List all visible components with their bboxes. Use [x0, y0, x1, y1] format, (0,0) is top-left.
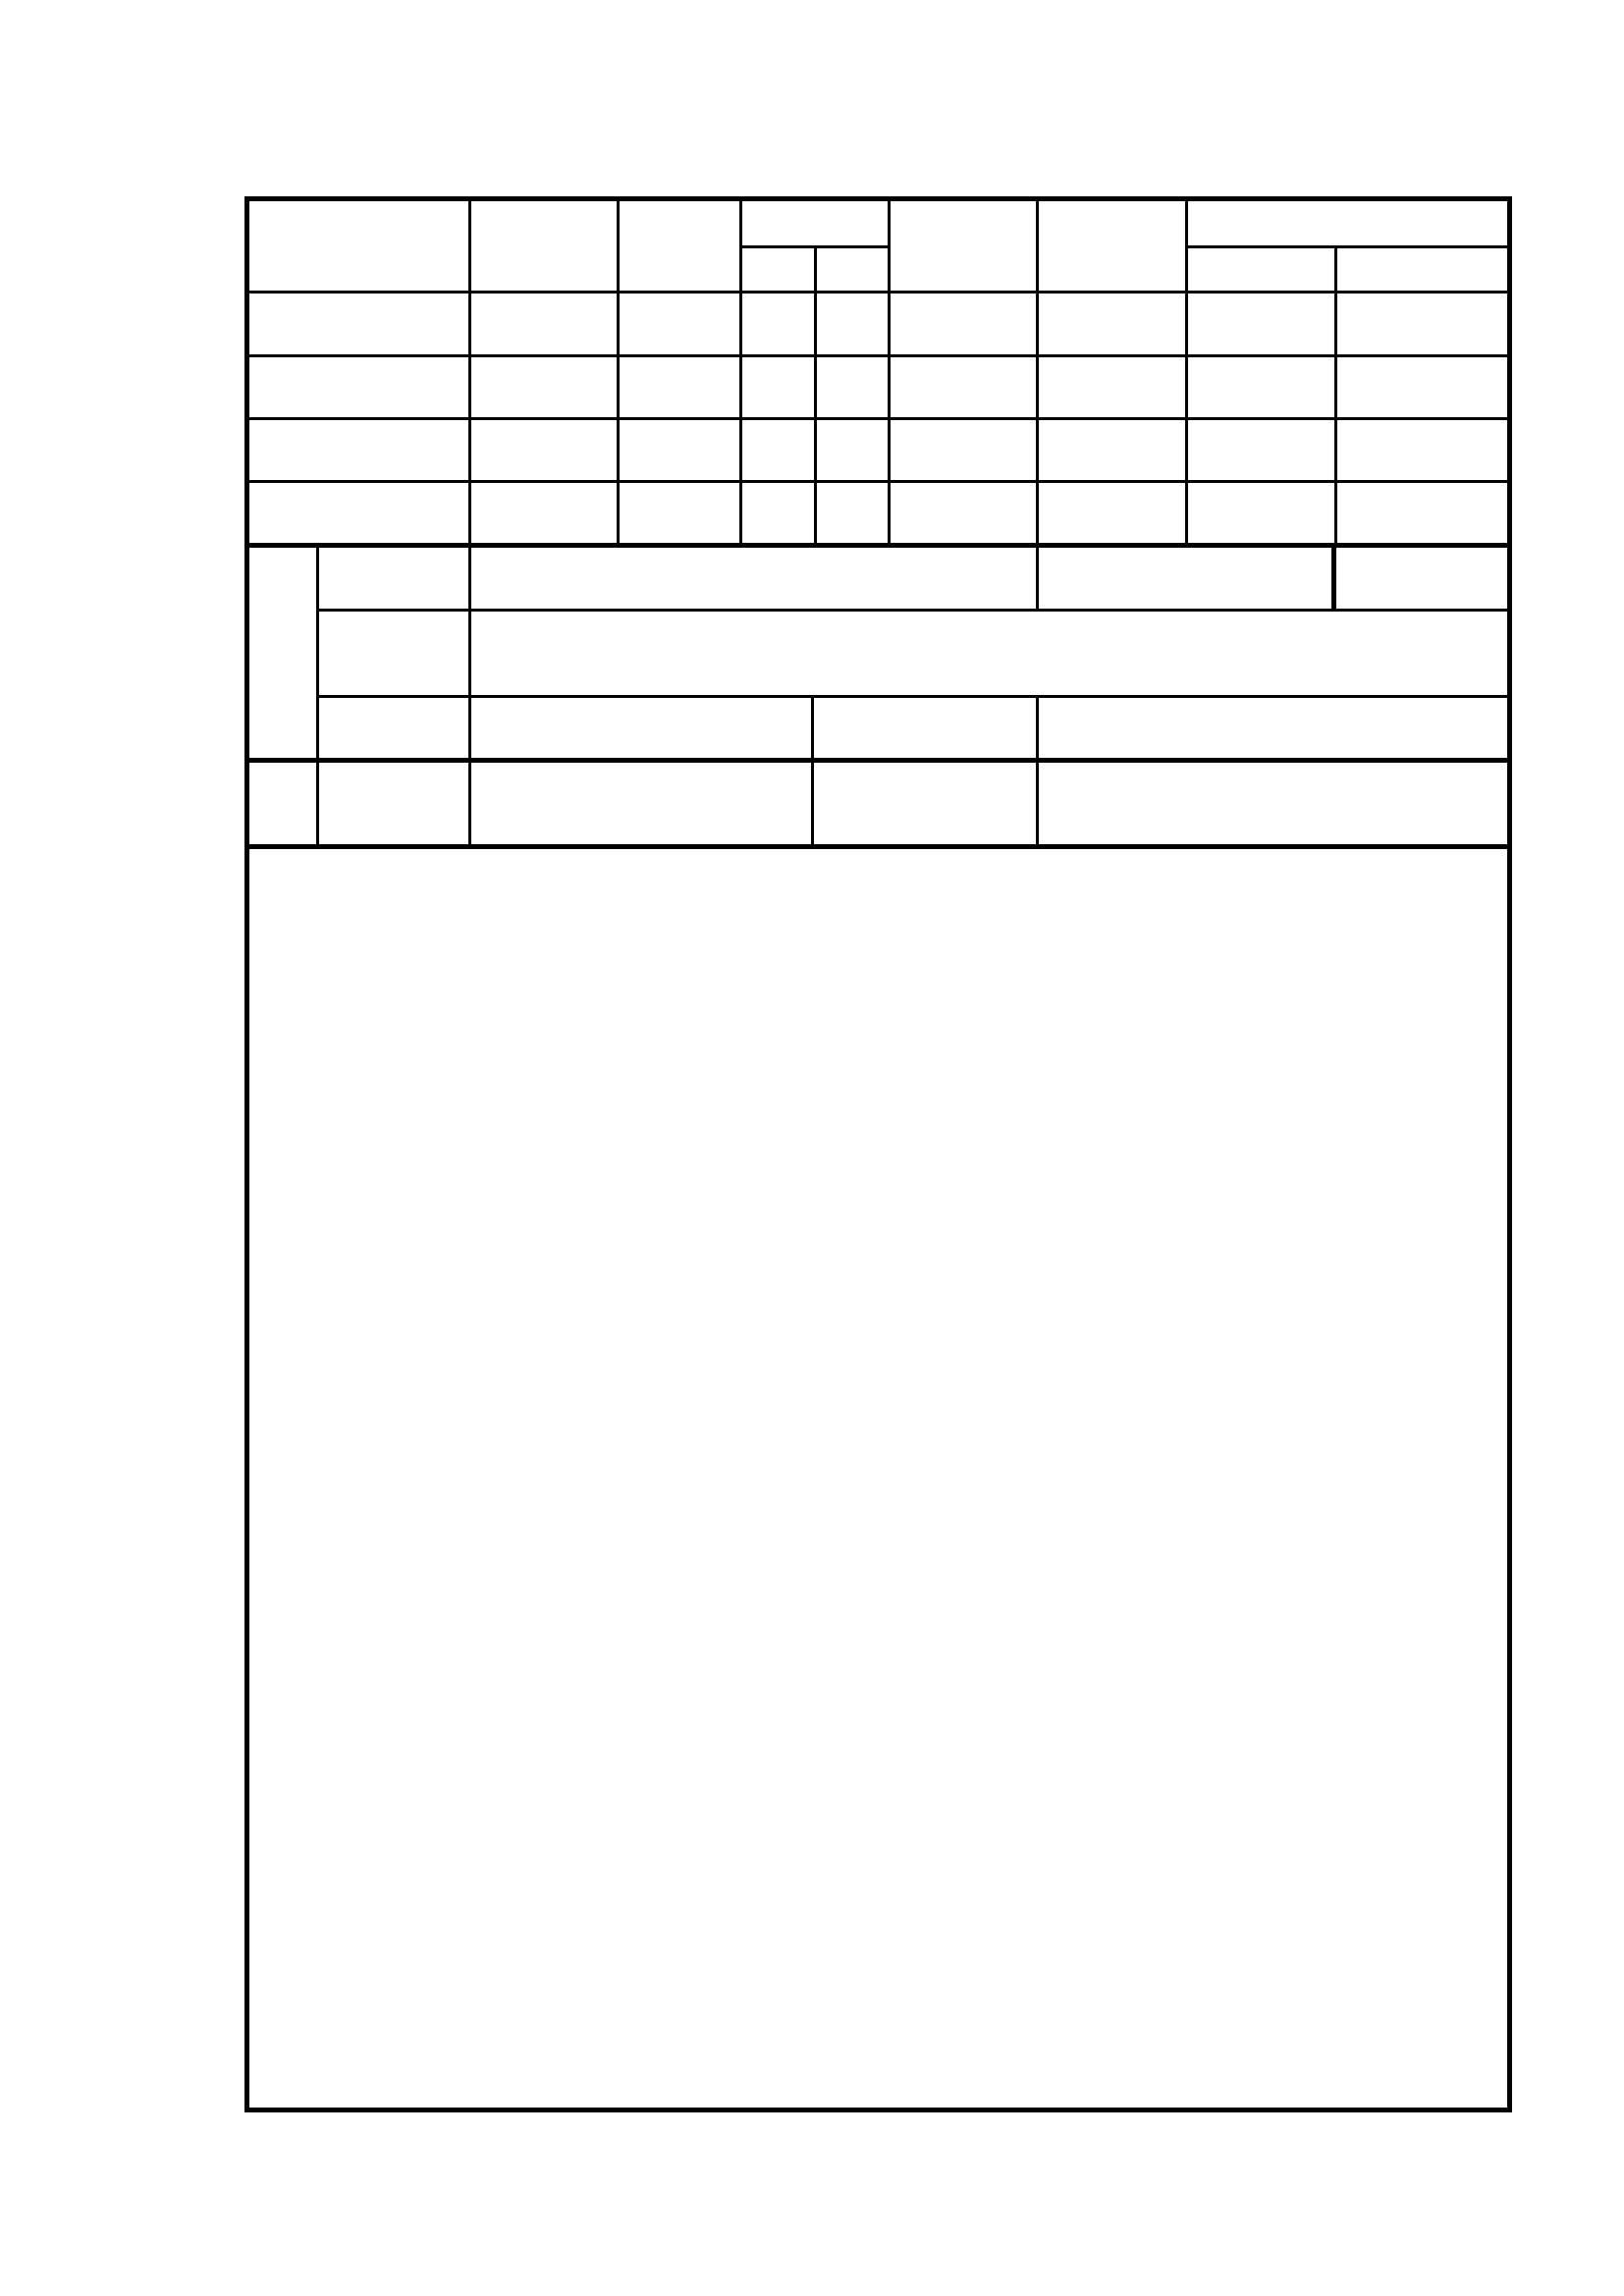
- table-border-top: [244, 196, 1512, 201]
- table-border-bottom: [244, 2108, 1512, 2112]
- table-border-left: [244, 196, 249, 2112]
- table-border-right: [1507, 196, 1512, 2112]
